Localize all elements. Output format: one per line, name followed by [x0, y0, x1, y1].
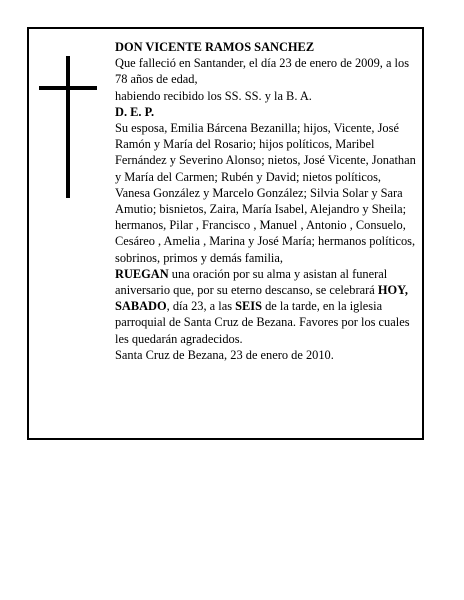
funeral-day: HOY, SABADO: [115, 283, 409, 314]
date-text: , día 23, a las: [166, 299, 236, 314]
death-statement: Que falleció en Santander, el día 23 de enero de 2009, a los 78 años de edad,: [115, 56, 410, 87]
dep-heading: D. E. P.: [115, 104, 155, 119]
deceased-name: DON VICENTE RAMOS SANCHEZ: [115, 40, 315, 54]
funeral-hour: SEIS: [235, 299, 262, 314]
cross-horizontal-bar: [39, 86, 97, 90]
place-text: de la tarde, en la iglesia parroquial de Santa Cruz de Bezana. Favores por los cuales les quedarán agradecidos.: [115, 299, 410, 346]
ruegan-label: RUEGAN: [115, 266, 169, 281]
obituary-notice: [27, 27, 424, 440]
funeral-request: [115, 266, 417, 347]
cross-icon: [39, 56, 97, 198]
cross-vertical-bar: [66, 56, 70, 198]
request-text: una oración por su alma y asistan al funeral aniversario que, por su eterno descanso, se celebrará: [115, 266, 388, 298]
sacraments-statement: habiendo recibido los SS. SS. y la B. A.: [115, 88, 312, 103]
signoff: Santa Cruz de Bezana, 23 de enero de 2010.: [115, 347, 334, 362]
family-list: Su esposa, Emilia Bárcena Bezanilla; hijos, Vicente, José Ramón y María del Rosario; hijos políticos, Maribel Fernández y Severino Alonso; nietos, José Vicente, Jonathan y María del Carmen; Rubén y David; nietos políticos, Vanesa González y Marcelo González; Silvia Solar y Sara Amutio; bisnietos, Zaira, María Isabel, Alejandro y Sheila; hermanos, Pilar , Francisco , Manuel , Antonio , Consuelo, Cesáreo , Amelia , Marina y José María; hermanos políticos, sobrinos, primos y demás familia,: [115, 121, 416, 265]
obituary-text: [115, 39, 417, 363]
